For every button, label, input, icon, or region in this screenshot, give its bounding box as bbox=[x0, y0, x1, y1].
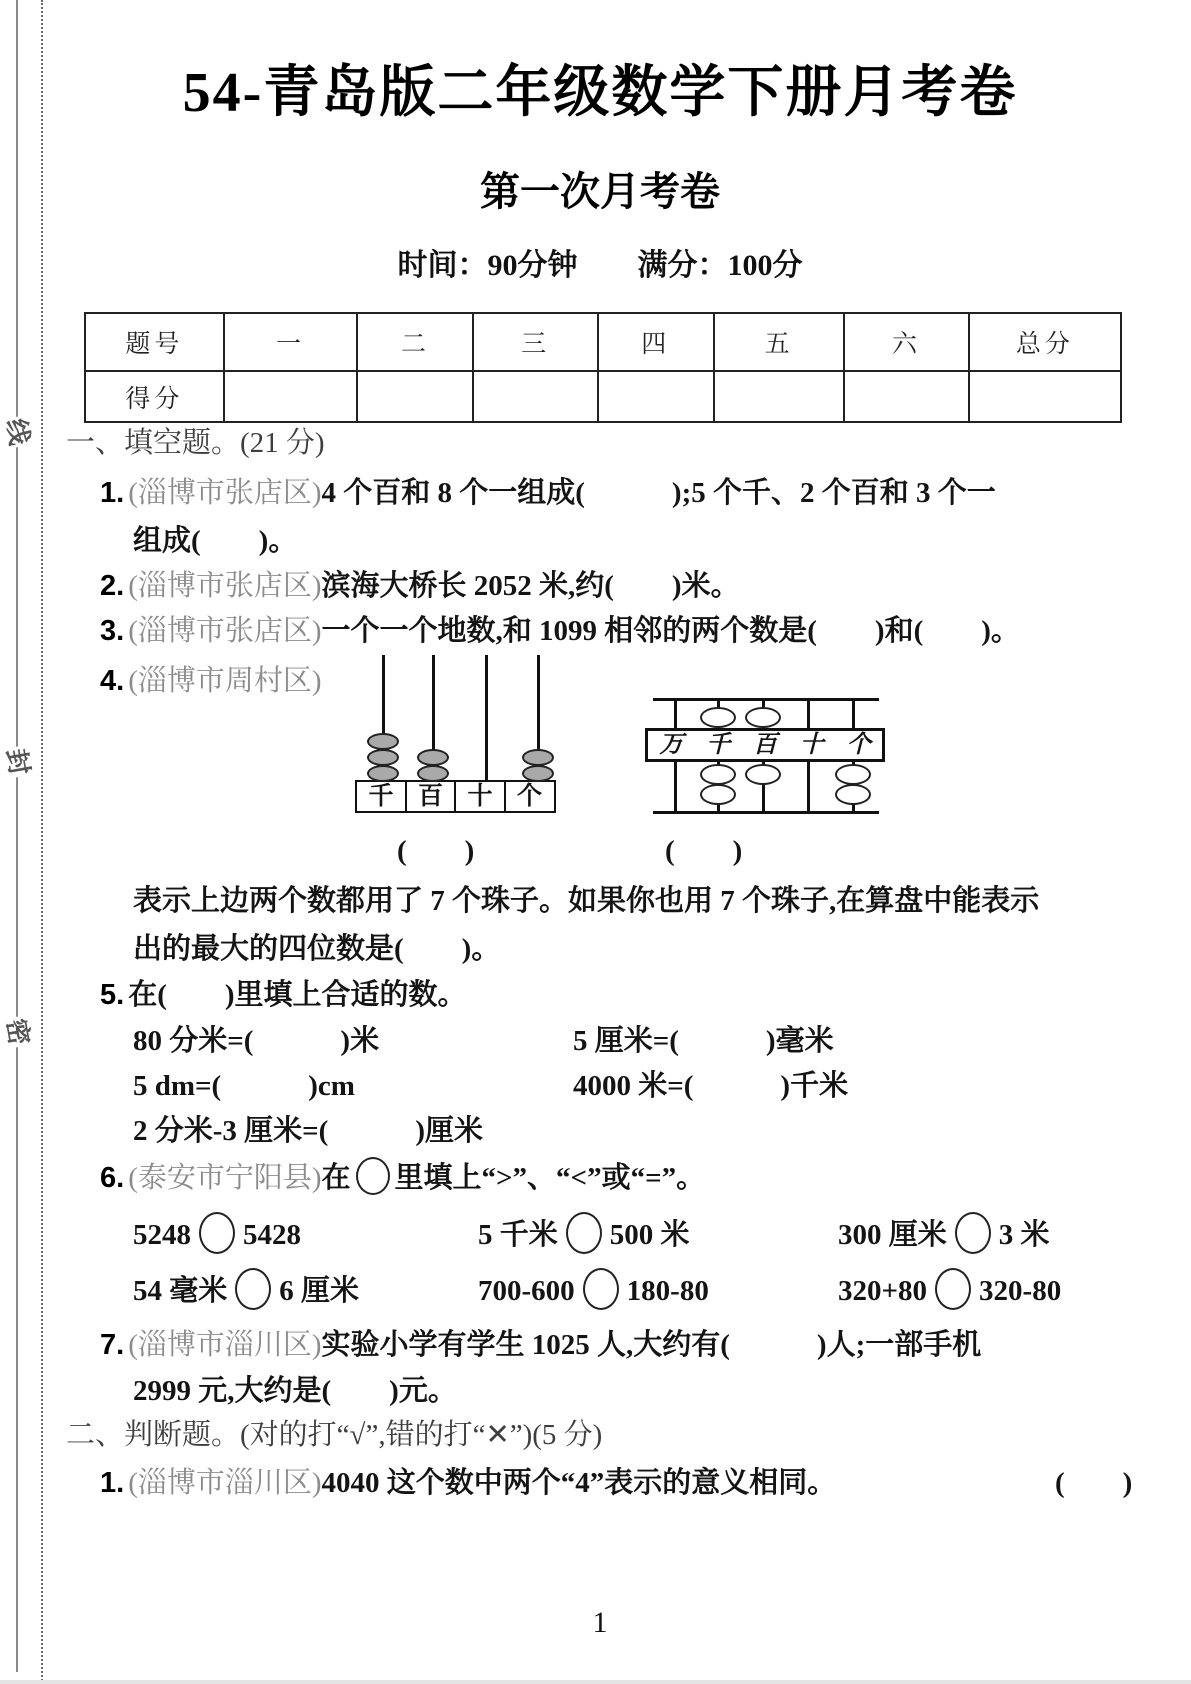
score-empty-cell bbox=[598, 371, 714, 422]
compare-right: 6 厘米 bbox=[279, 1275, 360, 1307]
score-header-cell: 总分 bbox=[969, 313, 1121, 371]
score-header-cell: 六 bbox=[844, 313, 968, 371]
question-1-line2: 组成( )。 bbox=[133, 525, 298, 557]
question-text: 在( )里填上合适的数。 bbox=[128, 979, 467, 1011]
place-label-tenthousands: 万 bbox=[659, 732, 684, 758]
question-number: 3. bbox=[100, 615, 125, 647]
place-label-hundreds: 百 bbox=[752, 732, 777, 758]
place-label-ones: 个 bbox=[846, 732, 871, 758]
comparison-circle bbox=[566, 1212, 602, 1254]
compare-right: 3 米 bbox=[998, 1219, 1050, 1251]
compare-left: 300 厘米 bbox=[838, 1219, 947, 1251]
score-header-cell: 三 bbox=[473, 313, 597, 371]
compare-right: 500 米 bbox=[609, 1219, 690, 1251]
question-7-line2: 2999 元,大约是( )元。 bbox=[133, 1375, 457, 1407]
question-region-tag: (淄博市张店区) bbox=[128, 477, 322, 509]
comparison-circle bbox=[583, 1268, 619, 1310]
question-number: 2. bbox=[100, 570, 125, 602]
score-header-cell: 题号 bbox=[85, 313, 224, 371]
question-5-row3-left: 2 分米-3 厘米=( )厘米 bbox=[133, 1115, 483, 1147]
question-text: 在 bbox=[321, 1162, 351, 1194]
section1-heading: 一、填空题。(21 分) bbox=[66, 427, 325, 459]
compare-right: 5428 bbox=[243, 1219, 301, 1251]
exam-title: 54-青岛版二年级数学下册月考卷 bbox=[182, 62, 1018, 124]
question-text: 滨海大桥长 2052 米,约( )米。 bbox=[321, 570, 740, 602]
comparison-item bbox=[838, 1268, 1061, 1310]
abacus-top-bar bbox=[653, 698, 879, 701]
place-label-ones: 个 bbox=[504, 780, 556, 813]
question-6-header bbox=[100, 1155, 705, 1196]
seal-label-xian: 线 bbox=[0, 414, 36, 449]
seal-label-feng: 封 bbox=[0, 744, 36, 779]
question-2-line bbox=[100, 563, 740, 604]
compare-left: 5248 bbox=[133, 1219, 191, 1251]
compare-right: 180-80 bbox=[626, 1275, 709, 1307]
question-7-line1 bbox=[100, 1322, 981, 1363]
question-region-tag: (淄博市淄川区) bbox=[128, 1467, 322, 1499]
compare-left: 700-600 bbox=[478, 1275, 575, 1307]
question-text: 4040 这个数中两个“4”表示的意义相同。 bbox=[321, 1467, 837, 1499]
question-text: 一个一个地数,和 1099 相邻的两个数是( )和( )。 bbox=[321, 615, 1020, 647]
compare-right: 320-80 bbox=[979, 1275, 1062, 1307]
question-5-header bbox=[100, 972, 467, 1013]
score-row-label: 得分 bbox=[85, 371, 224, 422]
abacus-right-answer-blank: ( ) bbox=[665, 835, 743, 867]
question-region-tag: (淄博市张店区) bbox=[128, 570, 322, 602]
page-number: 1 bbox=[592, 1606, 608, 1639]
question-5-row1-right: 5 厘米=( )毫米 bbox=[573, 1025, 834, 1057]
question-region-tag: (淄博市周村区) bbox=[128, 665, 322, 697]
seal-label-mi: 密 bbox=[0, 1014, 36, 1049]
question-number: 4. bbox=[100, 665, 125, 697]
abacus-left-answer-blank: ( ) bbox=[397, 835, 475, 867]
score-header-cell: 五 bbox=[714, 313, 845, 371]
abacus-bottom-bar bbox=[653, 811, 879, 814]
question-4-text2: 出的最大的四位数是( )。 bbox=[133, 933, 501, 965]
score-empty-cell bbox=[473, 371, 597, 422]
question-3-line bbox=[100, 608, 1020, 649]
judge-question-1 bbox=[100, 1460, 1140, 1501]
exam-subtitle: 第一次月考卷 bbox=[480, 169, 720, 214]
score-table bbox=[84, 312, 1122, 423]
comparison-circle bbox=[935, 1268, 971, 1310]
page-bottom-edge bbox=[0, 1680, 1191, 1684]
place-label-tens: 十 bbox=[454, 780, 506, 813]
score-empty-cell bbox=[357, 371, 473, 422]
comparison-circle bbox=[199, 1212, 235, 1254]
score-empty-cell bbox=[844, 371, 968, 422]
question-region-tag: (泰安市宁阳县) bbox=[128, 1162, 322, 1194]
question-number: 6. bbox=[100, 1162, 125, 1194]
comparison-item bbox=[133, 1212, 301, 1254]
place-label-tens: 十 bbox=[799, 732, 824, 758]
question-number: 1. bbox=[100, 477, 125, 509]
question-text: 里填上“>”、“<”或“=”。 bbox=[394, 1162, 706, 1194]
score-table-score-row bbox=[85, 371, 1121, 422]
question-4-label bbox=[100, 658, 322, 699]
comparison-item bbox=[838, 1212, 1050, 1254]
judge-answer-blank: ( ) bbox=[1055, 1467, 1133, 1499]
question-5-row2-right: 4000 米=( )千米 bbox=[573, 1070, 849, 1102]
abacus-rod bbox=[485, 655, 488, 780]
score-header-cell: 二 bbox=[357, 313, 473, 371]
question-region-tag: (淄博市淄川区) bbox=[128, 1329, 322, 1361]
abacus-right-diagram bbox=[645, 690, 885, 820]
score-empty-cell bbox=[224, 371, 358, 422]
seal-dotted-line bbox=[41, 0, 43, 1684]
place-label-thousands: 千 bbox=[706, 732, 731, 758]
question-number: 1. bbox=[100, 1467, 125, 1499]
abacus-left-place-labels bbox=[355, 780, 556, 813]
score-header-cell: 一 bbox=[224, 313, 358, 371]
question-text: 4 个百和 8 个一组成( );5 个千、2 个百和 3 个一 bbox=[321, 477, 996, 509]
compare-left: 320+80 bbox=[838, 1275, 928, 1307]
compare-left: 54 毫米 bbox=[133, 1275, 228, 1307]
comparison-item bbox=[478, 1212, 690, 1254]
score-empty-cell bbox=[969, 371, 1121, 422]
score-table-header-row bbox=[85, 313, 1121, 371]
question-text: 实验小学有学生 1025 人,大约有( )人;一部手机 bbox=[321, 1329, 982, 1361]
question-number: 5. bbox=[100, 979, 125, 1011]
comparison-circle bbox=[356, 1157, 390, 1195]
compare-left: 5 千米 bbox=[478, 1219, 558, 1251]
place-label-thousands: 千 bbox=[355, 780, 407, 813]
question-5-row2-left: 5 dm=( )cm bbox=[133, 1070, 355, 1102]
comparison-item bbox=[133, 1268, 359, 1310]
score-empty-cell bbox=[714, 371, 845, 422]
question-number: 7. bbox=[100, 1329, 125, 1361]
question-region-tag: (淄博市张店区) bbox=[128, 615, 322, 647]
section2-heading: 二、判断题。(对的打“√”,错的打“✕”)(5 分) bbox=[66, 1419, 603, 1451]
comparison-circle bbox=[235, 1268, 271, 1310]
question-1-line1 bbox=[100, 470, 996, 511]
abacus-right-place-labels bbox=[645, 728, 885, 762]
place-label-hundreds: 百 bbox=[405, 780, 457, 813]
comparison-item bbox=[478, 1268, 709, 1310]
abacus-left-diagram bbox=[350, 648, 566, 813]
comparison-circle bbox=[955, 1212, 991, 1254]
seal-solid-line bbox=[16, 0, 18, 1672]
score-header-cell: 四 bbox=[598, 313, 714, 371]
question-4-text1: 表示上边两个数都用了 7 个珠子。如果你也用 7 个珠子,在算盘中能表示 bbox=[133, 885, 1040, 917]
exam-time-score-info: 时间：90分钟 满分：100分 bbox=[397, 249, 803, 282]
question-5-row1-left: 80 分米=( )米 bbox=[133, 1025, 380, 1057]
